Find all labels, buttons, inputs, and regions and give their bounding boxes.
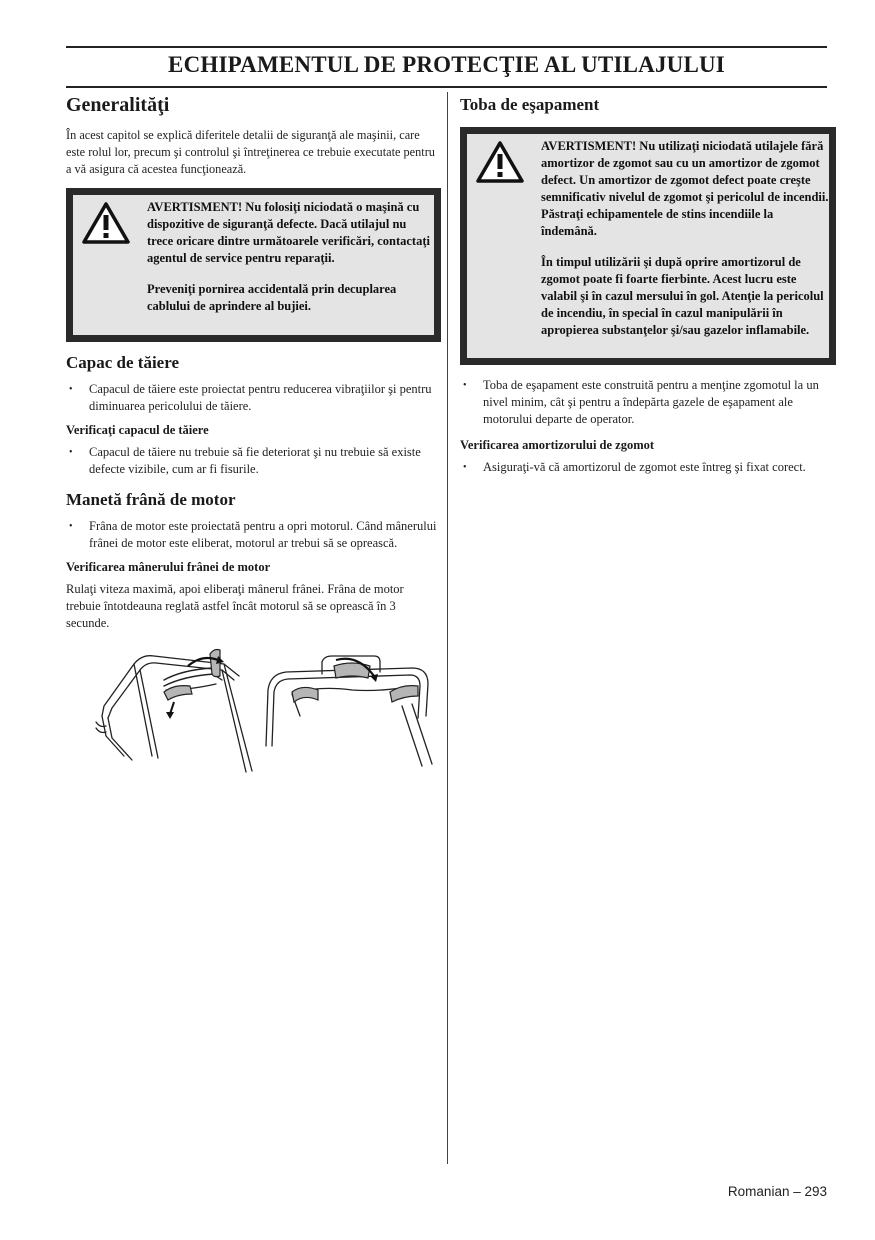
brake-handle-check-heading: Verificarea mânerului frânei de motor [66,560,271,574]
general-warning-text-1: AVERTISMENT! Nu folosiţi niciodată o maşină cu dispozitive de siguranţă defecte. Dacă utilajul nu trece oricare dintre următoarele verificări, contactaţi agentul de service pentru reparaţii. [147,200,430,265]
muffler-check-list [460,459,836,476]
list-item: • Asiguraţi-vă că amortizorul de zgomot este întreg şi fixat corect. [460,459,836,476]
cutter-cover-check-list [66,444,440,478]
cutter-cover-list [66,381,440,415]
column-divider [447,92,448,1164]
brake-handle-illustration-right [262,646,442,776]
right-column [460,92,836,484]
general-warning-text-2: Preveniţi pornirea accidentală prin decuplarea cablului de aprindere al bujiei. [147,282,397,313]
page-title: ECHIPAMENTUL DE PROTECŢIE AL UTILAJULUI [168,52,725,77]
general-warning-box [66,188,441,342]
general-intro: În acest capitol se explică diferitele detalii de siguranţă ale maşinii, care este rolul lor, precum şi controlul şi întreţinerea ce trebuie executate pentru a vă asigura că acestea funcţionează. [66,128,435,176]
muffler-warning-box [460,127,836,365]
page-footer: Romanian – 293 [727,1184,827,1199]
muffler-warning-text-2: În timpul utilizării şi după oprire amortizorul de zgomot poate fi foarte fierbinte. Acest lucru este valabil şi în cazul mersului în gol. Atenţie la pericolul de incendiu, în special în cazul manipulării în apropierea substanţelor şi/sau gazelor inflamabile. [541,255,824,337]
muffler-list [460,377,836,428]
brake-handle-heading: Manetă frână de motor [66,490,236,509]
title-rule-bottom [66,86,827,88]
general-heading: Generalităţi [66,94,170,116]
brake-handle-illustrations [66,646,440,776]
title-rule-top [66,46,827,48]
cutter-cover-heading: Capac de tăiere [66,353,179,372]
warning-triangle-icon [81,201,131,250]
muffler-warning-text-1: AVERTISMENT! Nu utilizaţi niciodată utilajele fără amortizor de zgomot sau cu un amortizor de zgomot defect. Un amortizor de zgomot defect poate creşte semnificativ nivelul de zgomot şi pericolul de incendii. Păstraţi echipamentele de stins incendiile la îndemână. [541,139,829,238]
list-item: • Toba de eşapament este construită pentru a menţine zgomotul la un nivel minim, cât şi pentru a îndepărta gazele de eşapament ale motorului departe de operator. [460,377,836,428]
list-item: • Frâna de motor este proiectată pentru a opri motorul. Când mânerului frânei de motor este eliberat, motorul ar trebui să se oprească. [66,518,440,552]
brake-handle-check-text: Rulaţi viteza maximă, apoi eliberaţi mânerul frânei. Frâna de motor trebuie întotdeauna reglată astfel încât motorul să se oprească în 3 secunde. [66,582,404,630]
left-column [66,92,440,776]
muffler-check-heading: Verificarea amortizorului de zgomot [460,438,655,452]
brake-handle-list [66,518,440,552]
list-item: • Capacul de tăiere nu trebuie să fie deteriorat şi nu trebuie să existe defecte vizibile, cum ar fi fisurile. [66,444,440,478]
list-item: • Capacul de tăiere este proiectat pentru reducerea vibraţiilor şi pentru diminuarea pericolului de tăiere. [66,381,440,415]
muffler-heading: Toba de eşapament [460,95,600,114]
brake-handle-illustration-left [94,646,264,776]
cutter-cover-check-heading: Verificaţi capacul de tăiere [66,423,209,437]
warning-triangle-icon [475,140,525,189]
